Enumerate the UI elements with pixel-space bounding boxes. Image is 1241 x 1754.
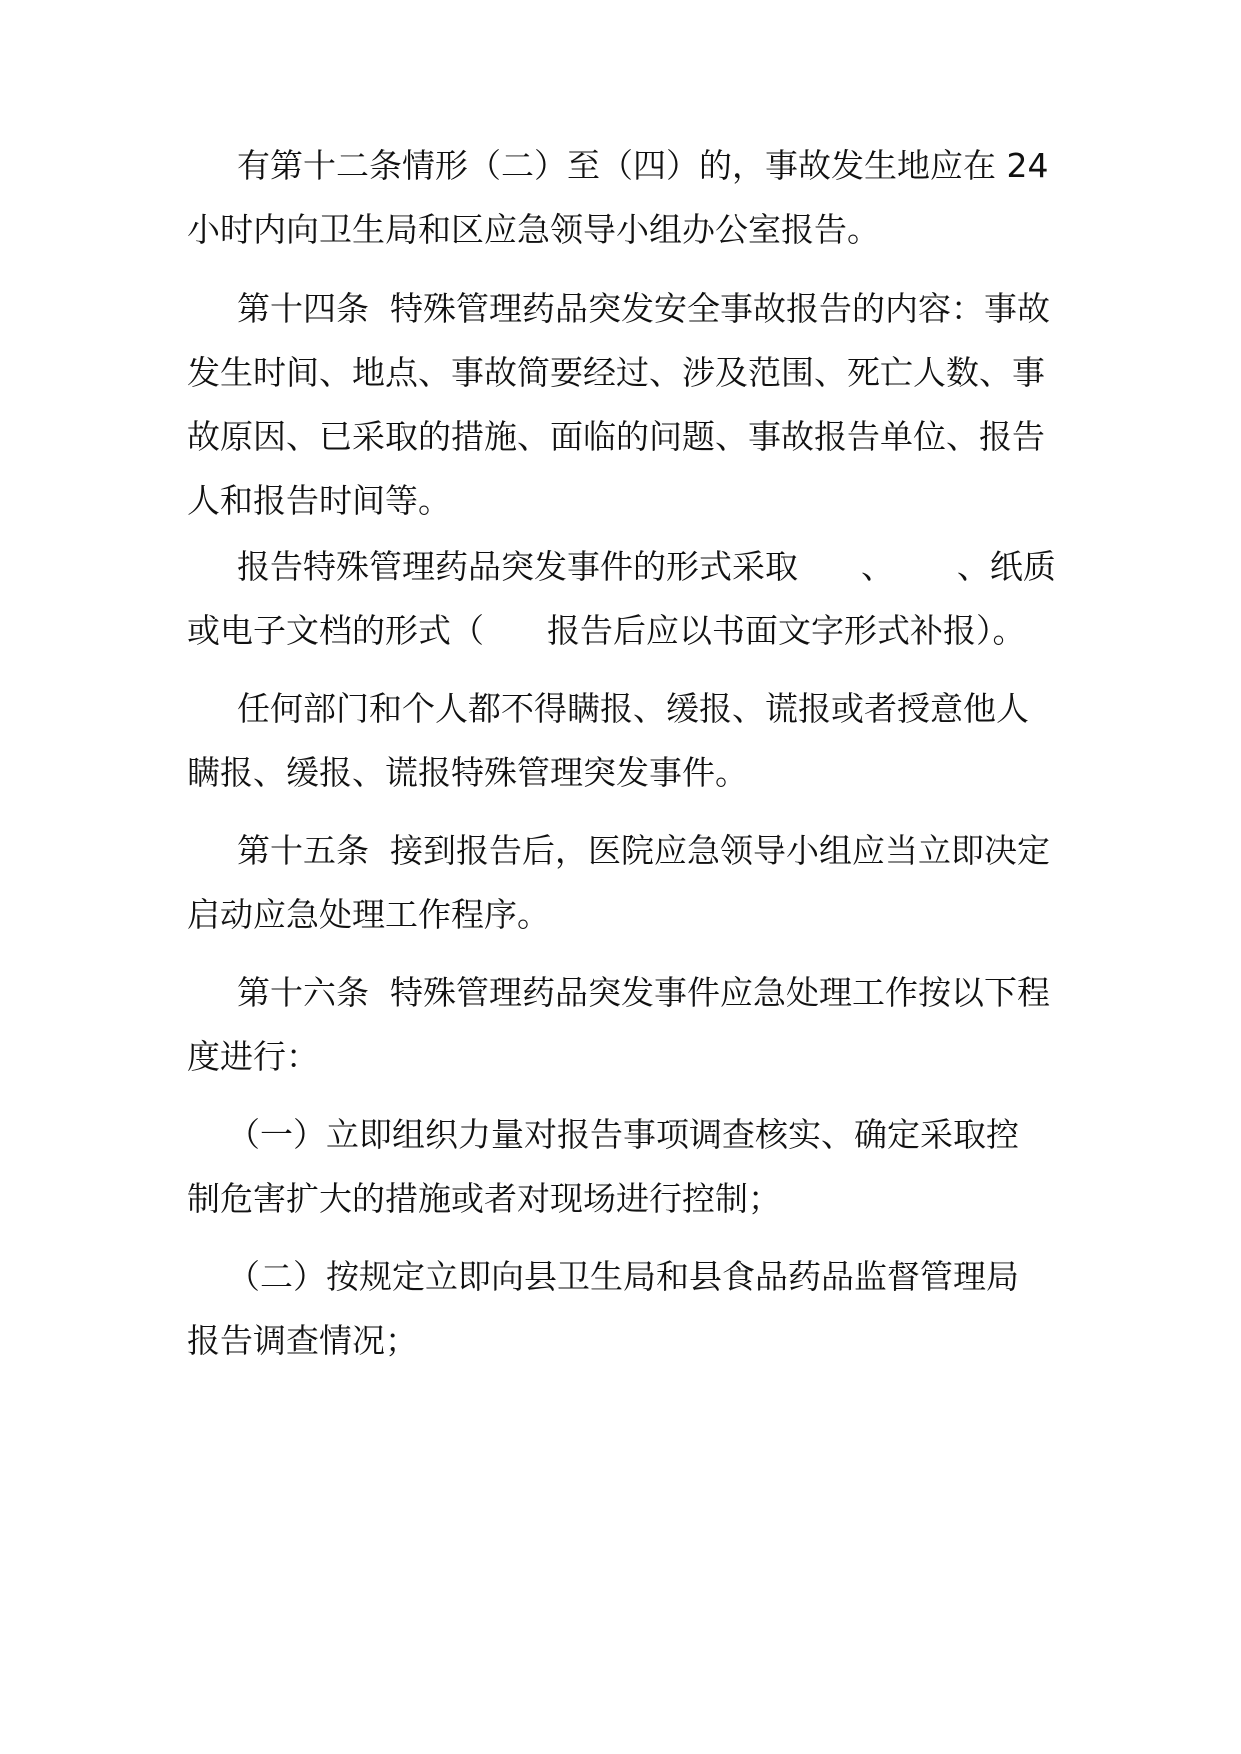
paragraph-article-16-procedure [187,961,1057,1089]
paragraph-article-13-report-time [187,134,1057,262]
text-line: 启动应急处理工作程序。 [187,895,550,934]
text-line: 第十五条 接到报告后，医院应急领导小组应当立即决定 [237,831,1050,870]
paragraph-step-1 [187,1103,1057,1231]
text-line: 度进行： [187,1037,319,1076]
text-line: 报告特殊管理药品突发事件的形式采取 、 、纸质 [237,547,1056,586]
paragraph-step-2 [187,1245,1057,1373]
text-line: 瞒报、缓报、谎报特殊管理突发事件。 [187,753,748,792]
text-line: （二）按规定立即向县卫生局和县食品药品监督管理局 [227,1257,1019,1296]
paragraph-article-14-report-content [187,277,1057,533]
paragraph-no-concealment [187,677,1057,805]
text-line: 或电子文档的形式（ 报告后应以书面文字形式补报）。 [187,611,1026,650]
text-line: 制危害扩大的措施或者对现场进行控制； [187,1179,781,1218]
paragraph-article-15-start-procedure [187,819,1057,947]
text-line: （一）立即组织力量对报告事项调查核实、确定采取控 [227,1115,1019,1154]
text-line: 报告调查情况； [187,1321,418,1360]
text-line: 小时内向卫生局和区应急领导小组办公室报告。 [187,210,880,249]
text-line: 任何部门和个人都不得瞒报、缓报、谎报或者授意他人 [237,689,1029,728]
text-line: 发生时间、地点、事故简要经过、涉及范围、死亡人数、事 [187,353,1045,392]
text-line: 人和报告时间等。 [187,481,451,520]
text-line: 第十六条 特殊管理药品突发事件应急处理工作按以下程 [237,973,1050,1012]
text-line: 第十四条 特殊管理药品突发安全事故报告的内容：事故 [237,289,1050,328]
text-line: 故原因、已采取的措施、面临的问题、事故报告单位、报告 [187,417,1045,456]
paragraph-report-format [187,535,1057,663]
text-line: 有第十二条情形（二）至（四）的，事故发生地应在 24 [237,146,1049,185]
